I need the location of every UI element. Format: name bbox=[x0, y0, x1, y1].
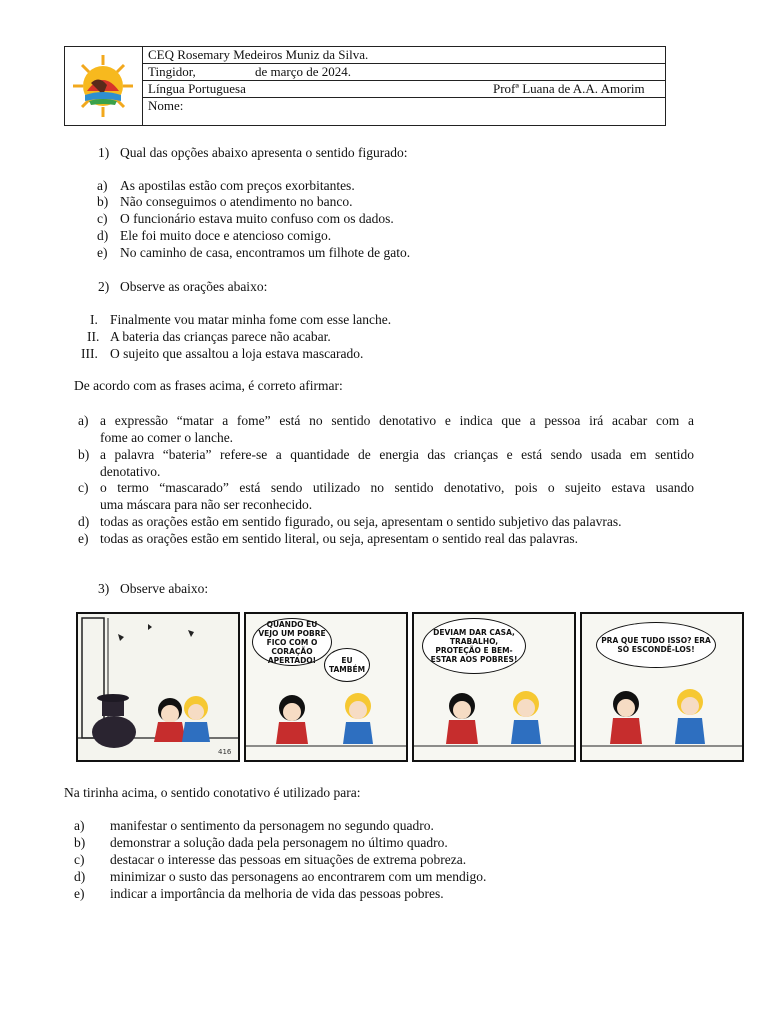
q1-option-b-letter: b) bbox=[97, 194, 109, 209]
q3-option-e: indicar a importância da melhoria de vida das pessoas pobres. bbox=[110, 886, 444, 901]
q1-option-d-letter: d) bbox=[97, 228, 109, 243]
q3-option-c: destacar o interesse das pessoas em situações de extrema pobreza. bbox=[110, 852, 467, 867]
header-row-subject bbox=[143, 81, 665, 98]
q2-option-b-line1: a palavra “bateria” refere-se a quantidade de energia das crianças e está sendo usada em sentido bbox=[100, 447, 694, 462]
q1-option-e: No caminho de casa, encontramos um filhote de gato. bbox=[120, 245, 411, 260]
q2-option-c-line2: uma máscara para não ser reconhecido. bbox=[100, 497, 313, 512]
q1-option-a-letter: a) bbox=[97, 178, 108, 193]
q3-option-b: demonstrar a solução dada pela personagem no último quadro. bbox=[110, 835, 448, 850]
q2-number: 2) bbox=[98, 279, 110, 294]
q1-prompt: Qual das opções abaixo apresenta o sentido figurado: bbox=[120, 145, 408, 160]
q1-option-b: Não conseguimos o atendimento no banco. bbox=[120, 194, 353, 209]
q3-option-e-letter: e) bbox=[74, 886, 85, 901]
school-name: CEQ Rosemary Medeiros Muniz da Silva. bbox=[148, 47, 369, 62]
q3-option-c-letter: c) bbox=[74, 852, 85, 867]
speech-bubble-1: QUANDO EU VEJO UM POBRE FICO COM O CORAÇÃO APERTADO! bbox=[252, 618, 332, 666]
q2-sentence-3-numeral: III. bbox=[81, 346, 98, 361]
q2-sentence-2-numeral: II. bbox=[87, 329, 100, 344]
q2-option-d-line1: todas as orações estão em sentido figurado, ou seja, apresentam o sentido subjetivo das palavras. bbox=[100, 514, 622, 529]
q2-prompt: Observe as orações abaixo: bbox=[120, 279, 268, 294]
q3-option-d: minimizar o susto das personagens ao encontrarem com um mendigo. bbox=[110, 869, 487, 884]
q2-option-a-line2: fome ao comer o lanche. bbox=[100, 430, 234, 445]
q2-option-d-letter: d) bbox=[78, 514, 90, 529]
q2-lead: De acordo com as frases acima, é correto afirmar: bbox=[74, 378, 343, 393]
speech-bubble-4: PRA QUE TUDO ISSO? ERA SÓ ESCONDÊ-LOS! bbox=[596, 622, 716, 668]
q1-option-c-letter: c) bbox=[97, 211, 108, 226]
q2-option-a-letter: a) bbox=[78, 413, 89, 428]
q1-option-c: O funcionário estava muito confuso com os dados. bbox=[120, 211, 394, 226]
q1-option-d: Ele foi muito doce e atencioso comigo. bbox=[120, 228, 332, 243]
comic-strip bbox=[76, 612, 762, 764]
header-row-date bbox=[143, 64, 665, 81]
q2-option-e-line1: todas as orações estão em sentido literal, ou seja, apresentam o sentido real das palavras. bbox=[100, 531, 578, 546]
teacher: Profª Luana de A.A. Amorim bbox=[493, 81, 645, 96]
name-label: Nome: bbox=[148, 98, 184, 113]
date: de março de 2024. bbox=[255, 64, 352, 79]
q2-option-e-letter: e) bbox=[78, 531, 89, 546]
q2-option-b-line2: denotativo. bbox=[100, 464, 161, 479]
subject: Língua Portuguesa bbox=[148, 81, 246, 96]
comic-panel-4 bbox=[580, 612, 744, 762]
q2-option-b-letter: b) bbox=[78, 447, 90, 462]
q3-number: 3) bbox=[98, 581, 110, 596]
comic-panel-3 bbox=[412, 612, 576, 762]
q2-option-c-line1: o termo “mascarado” está sendo utilizado no sentido denotativo, pois o sujeito estava usando bbox=[100, 480, 694, 495]
speech-bubble-2: EU TAMBÉM bbox=[324, 648, 370, 682]
q2-sentence-3: O sujeito que assaltou a loja estava mascarado. bbox=[110, 346, 364, 361]
q1-option-a: As apostilas estão com preços exorbitantes. bbox=[120, 178, 355, 193]
comic-panel-2 bbox=[244, 612, 408, 762]
header-table bbox=[64, 46, 666, 126]
svg-text:416: 416 bbox=[218, 748, 232, 756]
header-row-name bbox=[143, 98, 665, 126]
q3-prompt: Observe abaixo: bbox=[120, 581, 209, 596]
city: Tingidor, bbox=[148, 64, 196, 79]
q3-option-a: manifestar o sentimento da personagem no segundo quadro. bbox=[110, 818, 434, 833]
q1-number: 1) bbox=[98, 145, 110, 160]
sun-logo-icon bbox=[65, 47, 141, 125]
q3-option-b-letter: b) bbox=[74, 835, 86, 850]
q1-option-e-letter: e) bbox=[97, 245, 108, 260]
comic-panel-1 bbox=[76, 612, 240, 762]
speech-bubble-3: DEVIAM DAR CASA, TRABALHO, PROTEÇÃO E BEM-ESTAR AOS POBRES! bbox=[422, 618, 526, 674]
q2-sentence-2: A bateria das crianças parece não acabar. bbox=[110, 329, 331, 344]
q3-option-a-letter: a) bbox=[74, 818, 85, 833]
school-logo bbox=[65, 47, 143, 125]
q2-option-a-line1: a expressão “matar a fome” está no sentido denotativo e indica que a pessoa irá acabar com a bbox=[100, 413, 694, 428]
q2-option-c-letter: c) bbox=[78, 480, 89, 495]
q2-sentence-1-numeral: I. bbox=[90, 312, 98, 327]
q3-option-d-letter: d) bbox=[74, 869, 86, 884]
q2-sentence-1: Finalmente vou matar minha fome com esse lanche. bbox=[110, 312, 392, 327]
header-row-school bbox=[143, 47, 665, 64]
q3-lead: Na tirinha acima, o sentido conotativo é utilizado para: bbox=[64, 785, 361, 800]
